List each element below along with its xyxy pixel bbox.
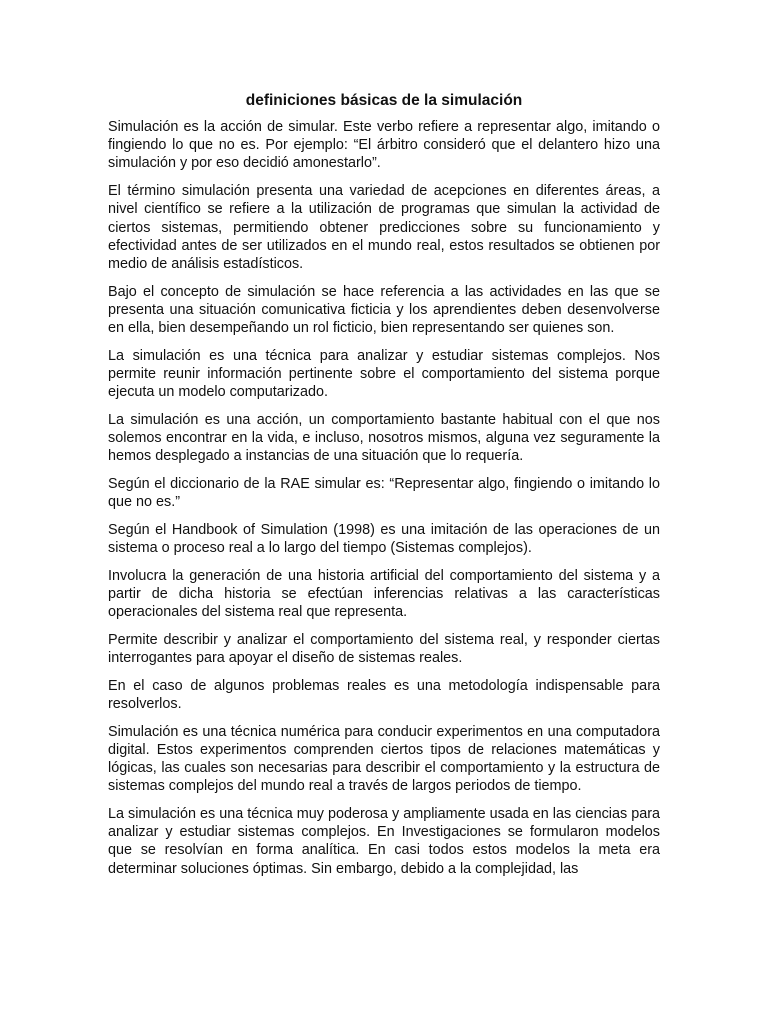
paragraph-3: Bajo el concepto de simulación se hace referencia a las actividades en las que se presenta una situación comunicativa ficticia y los aprendientes deben desenvolverse en ella, bien desempeñando un rol ficticio, bien representando ser quienes son. (108, 283, 660, 337)
paragraph-5: La simulación es una acción, un comportamiento bastante habitual con el que nos solemos encontrar en la vida, e incluso, nosotros mismos, alguna vez seguramente la hemos desplegado a instancias de una situación que lo requería. (108, 411, 660, 465)
paragraph-6: Según el diccionario de la RAE simular es: “Representar algo, fingiendo o imitando lo que no es.” (108, 475, 660, 511)
paragraph-10: En el caso de algunos problemas reales es una metodología indispensable para resolverlos. (108, 677, 660, 712)
paragraph-1: Simulación es la acción de simular. Este verbo refiere a representar algo, imitando o fingiendo lo que no es. Por ejemplo: “El árbitro consideró que el delantero hizo una simulación y por eso decidió amonestarlo”. (108, 119, 660, 172)
paragraph-11: Simulación es una técnica numérica para conducir experimentos en una computadora digital. Estos experimentos comprenden ciertos tipos de relaciones matemáticas y lógicas, las cuales son necesarias para describir el comportamiento y la estructura de sistemas complejos del mundo real a través de largos periodos de tiempo. (108, 723, 660, 795)
document-title: definiciones básicas de la simulación (245, 92, 523, 109)
paragraph-9: Permite describir y analizar el comportamiento del sistema real, y responder ciertas interrogantes para apoyar el diseño de sistemas reales. (108, 631, 660, 667)
paragraph-2: El término simulación presenta una variedad de acepciones en diferentes áreas, a nivel científico se refiere a la utilización de programas que simulan la actividad de ciertos sistemas, permitiendo obtener predicciones sobre su funcionamiento y efectividad antes de ser utilizados en el mundo real, estos resultados se obtienen por medio de análisis estadísticos. (108, 183, 660, 272)
paragraph-12: La simulación es una técnica muy poderosa y ampliamente usada en las ciencias para analizar y estudiar sistemas complejos. En Investigaciones se formularon modelos que se resolvían en forma analítica. En casi todos estos modelos la meta era determinar soluciones óptimas. Sin embargo, debido a la complejidad, las (108, 806, 660, 877)
paragraph-8: Involucra la generación de una historia artificial del comportamiento del sistema y a partir de dicha historia se efectúan inferencias relativas a las características operacionales del sistema real que representa. (108, 567, 660, 621)
paragraph-4: La simulación es una técnica para analizar y estudiar sistemas complejos. Nos permite reunir información pertinente sobre el comportamiento del sistema porque ejecuta un modelo computarizado. (108, 347, 660, 401)
paragraph-7: Según el Handbook of Simulation (1998) es una imitación de las operaciones de un sistema o proceso real a lo largo del tiempo (Sistemas complejos). (108, 521, 660, 557)
